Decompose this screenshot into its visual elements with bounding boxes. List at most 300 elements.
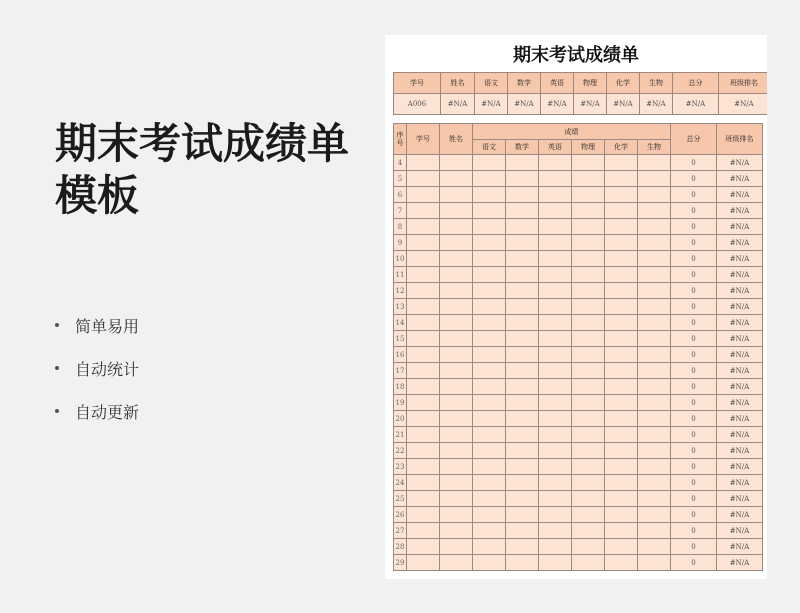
empty-cell bbox=[539, 187, 572, 203]
empty-cell bbox=[440, 283, 473, 299]
row-number: 9 bbox=[394, 235, 407, 251]
empty-cell bbox=[407, 267, 440, 283]
total-cell: 0 bbox=[671, 347, 717, 363]
empty-cell bbox=[473, 427, 506, 443]
empty-cell bbox=[407, 363, 440, 379]
empty-cell bbox=[440, 443, 473, 459]
empty-cell bbox=[605, 283, 638, 299]
summary-header-cell: 总分 bbox=[673, 73, 719, 94]
summary-header-cell: 化学 bbox=[607, 73, 640, 94]
empty-cell bbox=[407, 539, 440, 555]
empty-cell bbox=[539, 443, 572, 459]
feature-label: 简单易用 bbox=[75, 316, 140, 336]
table-row bbox=[394, 427, 763, 443]
empty-cell bbox=[605, 363, 638, 379]
empty-cell bbox=[539, 283, 572, 299]
empty-cell bbox=[473, 267, 506, 283]
empty-cell bbox=[572, 299, 605, 315]
empty-cell bbox=[539, 523, 572, 539]
empty-cell bbox=[605, 555, 638, 571]
empty-cell bbox=[473, 347, 506, 363]
empty-cell bbox=[605, 395, 638, 411]
empty-cell bbox=[506, 395, 539, 411]
empty-cell bbox=[440, 315, 473, 331]
empty-cell bbox=[638, 203, 671, 219]
table-row bbox=[394, 283, 763, 299]
empty-cell bbox=[407, 523, 440, 539]
empty-cell bbox=[407, 347, 440, 363]
empty-cell bbox=[473, 155, 506, 171]
empty-cell bbox=[407, 331, 440, 347]
feature-label: 自动更新 bbox=[75, 402, 140, 422]
empty-cell bbox=[473, 235, 506, 251]
total-cell: 0 bbox=[671, 443, 717, 459]
empty-cell bbox=[506, 251, 539, 267]
empty-cell bbox=[539, 347, 572, 363]
empty-cell bbox=[473, 395, 506, 411]
subject-header: 生物 bbox=[638, 140, 671, 155]
table-row bbox=[394, 491, 763, 507]
empty-cell bbox=[407, 315, 440, 331]
empty-cell bbox=[638, 491, 671, 507]
empty-cell bbox=[407, 299, 440, 315]
rank-cell: #N/A bbox=[717, 363, 763, 379]
summary-value-cell: A006 bbox=[394, 94, 441, 115]
row-number: 17 bbox=[394, 363, 407, 379]
subject-header: 化学 bbox=[605, 140, 638, 155]
empty-cell bbox=[638, 235, 671, 251]
total-cell: 0 bbox=[671, 491, 717, 507]
table-row bbox=[394, 219, 763, 235]
empty-cell bbox=[473, 411, 506, 427]
empty-cell bbox=[506, 331, 539, 347]
empty-cell bbox=[506, 283, 539, 299]
empty-cell bbox=[506, 267, 539, 283]
empty-cell bbox=[506, 155, 539, 171]
row-number: 22 bbox=[394, 443, 407, 459]
empty-cell bbox=[638, 427, 671, 443]
subject-header: 数学 bbox=[506, 140, 539, 155]
empty-cell bbox=[440, 539, 473, 555]
empty-cell bbox=[506, 475, 539, 491]
feature-item bbox=[55, 314, 139, 336]
empty-cell bbox=[440, 379, 473, 395]
empty-cell bbox=[572, 235, 605, 251]
empty-cell bbox=[539, 379, 572, 395]
total-cell: 0 bbox=[671, 363, 717, 379]
id-header: 学号 bbox=[407, 124, 440, 155]
empty-cell bbox=[506, 555, 539, 571]
empty-cell bbox=[506, 507, 539, 523]
empty-cell bbox=[473, 507, 506, 523]
empty-cell bbox=[572, 155, 605, 171]
feature-label: 自动统计 bbox=[75, 359, 140, 379]
empty-cell bbox=[473, 219, 506, 235]
empty-cell bbox=[473, 331, 506, 347]
total-cell: 0 bbox=[671, 267, 717, 283]
rank-cell: #N/A bbox=[717, 283, 763, 299]
empty-cell bbox=[638, 315, 671, 331]
empty-cell bbox=[440, 299, 473, 315]
table-row bbox=[394, 315, 763, 331]
empty-cell bbox=[539, 219, 572, 235]
feature-item bbox=[55, 357, 139, 379]
row-number: 26 bbox=[394, 507, 407, 523]
total-cell: 0 bbox=[671, 299, 717, 315]
empty-cell bbox=[473, 363, 506, 379]
empty-cell bbox=[638, 171, 671, 187]
summary-value-cell: #N/A bbox=[508, 94, 541, 115]
empty-cell bbox=[407, 411, 440, 427]
row-number: 21 bbox=[394, 427, 407, 443]
empty-cell bbox=[539, 251, 572, 267]
total-cell: 0 bbox=[671, 155, 717, 171]
empty-cell bbox=[572, 331, 605, 347]
row-number: 15 bbox=[394, 331, 407, 347]
summary-header-cell: 数学 bbox=[508, 73, 541, 94]
row-number: 6 bbox=[394, 187, 407, 203]
table-row bbox=[394, 347, 763, 363]
empty-cell bbox=[539, 155, 572, 171]
summary-value-cell: #N/A bbox=[574, 94, 607, 115]
empty-cell bbox=[605, 427, 638, 443]
row-number: 10 bbox=[394, 251, 407, 267]
rank-cell: #N/A bbox=[717, 411, 763, 427]
empty-cell bbox=[638, 475, 671, 491]
empty-cell bbox=[473, 555, 506, 571]
empty-cell bbox=[440, 203, 473, 219]
empty-cell bbox=[473, 315, 506, 331]
empty-cell bbox=[506, 187, 539, 203]
empty-cell bbox=[407, 219, 440, 235]
empty-cell bbox=[506, 347, 539, 363]
empty-cell bbox=[506, 363, 539, 379]
table-row bbox=[394, 507, 763, 523]
empty-cell bbox=[605, 187, 638, 203]
empty-cell bbox=[605, 267, 638, 283]
table-row bbox=[394, 299, 763, 315]
empty-cell bbox=[638, 251, 671, 267]
empty-cell bbox=[407, 475, 440, 491]
seq-header: 序号 bbox=[394, 124, 407, 155]
spreadsheet-preview bbox=[385, 35, 767, 579]
rank-cell: #N/A bbox=[717, 331, 763, 347]
empty-cell bbox=[440, 507, 473, 523]
empty-cell bbox=[440, 187, 473, 203]
empty-cell bbox=[572, 459, 605, 475]
empty-cell bbox=[473, 283, 506, 299]
empty-cell bbox=[638, 459, 671, 475]
rank-cell: #N/A bbox=[717, 171, 763, 187]
bullet-icon bbox=[55, 323, 59, 327]
empty-cell bbox=[605, 475, 638, 491]
empty-cell bbox=[440, 475, 473, 491]
empty-cell bbox=[539, 427, 572, 443]
empty-cell bbox=[605, 203, 638, 219]
summary-value-cell: #N/A bbox=[673, 94, 719, 115]
empty-cell bbox=[506, 411, 539, 427]
empty-cell bbox=[506, 235, 539, 251]
empty-cell bbox=[506, 315, 539, 331]
total-cell: 0 bbox=[671, 315, 717, 331]
row-number: 11 bbox=[394, 267, 407, 283]
empty-cell bbox=[638, 555, 671, 571]
empty-cell bbox=[440, 411, 473, 427]
empty-cell bbox=[407, 555, 440, 571]
summary-value-cell: #N/A bbox=[719, 94, 768, 115]
empty-cell bbox=[440, 555, 473, 571]
empty-cell bbox=[605, 539, 638, 555]
empty-cell bbox=[539, 331, 572, 347]
hero-title: 期末考试成绩单模板 bbox=[55, 119, 350, 220]
summary-value-cell: #N/A bbox=[640, 94, 673, 115]
empty-cell bbox=[506, 539, 539, 555]
row-number: 12 bbox=[394, 283, 407, 299]
rank-cell: #N/A bbox=[717, 203, 763, 219]
rank-cell: #N/A bbox=[717, 507, 763, 523]
empty-cell bbox=[638, 411, 671, 427]
empty-cell bbox=[539, 203, 572, 219]
empty-cell bbox=[506, 171, 539, 187]
row-number: 14 bbox=[394, 315, 407, 331]
total-cell: 0 bbox=[671, 555, 717, 571]
empty-cell bbox=[473, 443, 506, 459]
table-row bbox=[394, 267, 763, 283]
rank-cell: #N/A bbox=[717, 299, 763, 315]
empty-cell bbox=[605, 443, 638, 459]
rank-cell: #N/A bbox=[717, 555, 763, 571]
table-row bbox=[394, 539, 763, 555]
table-row bbox=[394, 443, 763, 459]
total-cell: 0 bbox=[671, 219, 717, 235]
row-number: 24 bbox=[394, 475, 407, 491]
empty-cell bbox=[572, 443, 605, 459]
row-number: 18 bbox=[394, 379, 407, 395]
rank-cell: #N/A bbox=[717, 395, 763, 411]
total-cell: 0 bbox=[671, 251, 717, 267]
summary-header-cell: 姓名 bbox=[441, 73, 475, 94]
empty-cell bbox=[638, 187, 671, 203]
empty-cell bbox=[572, 491, 605, 507]
empty-cell bbox=[572, 267, 605, 283]
total-cell: 0 bbox=[671, 459, 717, 475]
empty-cell bbox=[506, 219, 539, 235]
empty-cell bbox=[407, 395, 440, 411]
table-row bbox=[394, 203, 763, 219]
table-row bbox=[394, 459, 763, 475]
rank-cell: #N/A bbox=[717, 187, 763, 203]
table-row bbox=[394, 171, 763, 187]
total-cell: 0 bbox=[671, 395, 717, 411]
total-cell: 0 bbox=[671, 379, 717, 395]
total-cell: 0 bbox=[671, 411, 717, 427]
empty-cell bbox=[638, 219, 671, 235]
empty-cell bbox=[638, 155, 671, 171]
empty-cell bbox=[605, 411, 638, 427]
empty-cell bbox=[605, 155, 638, 171]
empty-cell bbox=[473, 251, 506, 267]
row-number: 8 bbox=[394, 219, 407, 235]
total-cell: 0 bbox=[671, 235, 717, 251]
empty-cell bbox=[605, 379, 638, 395]
table-row bbox=[394, 331, 763, 347]
table-row bbox=[394, 251, 763, 267]
empty-cell bbox=[539, 539, 572, 555]
rank-cell: #N/A bbox=[717, 267, 763, 283]
summary-header-cell: 英语 bbox=[541, 73, 574, 94]
summary-header-cell: 学号 bbox=[394, 73, 441, 94]
empty-cell bbox=[440, 491, 473, 507]
summary-value-cell: #N/A bbox=[541, 94, 574, 115]
empty-cell bbox=[506, 491, 539, 507]
rank-cell: #N/A bbox=[717, 523, 763, 539]
empty-cell bbox=[506, 523, 539, 539]
empty-cell bbox=[539, 491, 572, 507]
summary-header-cell: 班级排名 bbox=[719, 73, 768, 94]
empty-cell bbox=[407, 171, 440, 187]
empty-cell bbox=[539, 395, 572, 411]
empty-cell bbox=[572, 395, 605, 411]
summary-table bbox=[393, 72, 767, 115]
subject-header: 物理 bbox=[572, 140, 605, 155]
table-row bbox=[394, 395, 763, 411]
empty-cell bbox=[638, 363, 671, 379]
total-cell: 0 bbox=[671, 475, 717, 491]
empty-cell bbox=[572, 347, 605, 363]
summary-value-cell: #N/A bbox=[607, 94, 640, 115]
rank-header: 班级排名 bbox=[717, 124, 763, 155]
empty-cell bbox=[440, 395, 473, 411]
empty-cell bbox=[539, 235, 572, 251]
empty-cell bbox=[539, 555, 572, 571]
empty-cell bbox=[572, 507, 605, 523]
empty-cell bbox=[407, 155, 440, 171]
rank-cell: #N/A bbox=[717, 427, 763, 443]
empty-cell bbox=[539, 459, 572, 475]
empty-cell bbox=[638, 443, 671, 459]
empty-cell bbox=[605, 459, 638, 475]
empty-cell bbox=[407, 459, 440, 475]
empty-cell bbox=[605, 251, 638, 267]
empty-cell bbox=[440, 251, 473, 267]
empty-cell bbox=[638, 395, 671, 411]
empty-cell bbox=[572, 315, 605, 331]
rank-cell: #N/A bbox=[717, 347, 763, 363]
empty-cell bbox=[506, 379, 539, 395]
rank-cell: #N/A bbox=[717, 443, 763, 459]
empty-cell bbox=[572, 555, 605, 571]
empty-cell bbox=[539, 299, 572, 315]
total-cell: 0 bbox=[671, 283, 717, 299]
empty-cell bbox=[473, 523, 506, 539]
empty-cell bbox=[473, 475, 506, 491]
empty-cell bbox=[440, 523, 473, 539]
feature-item bbox=[55, 400, 139, 422]
empty-cell bbox=[605, 315, 638, 331]
total-cell: 0 bbox=[671, 539, 717, 555]
empty-cell bbox=[473, 203, 506, 219]
summary-header-cell: 生物 bbox=[640, 73, 673, 94]
empty-cell bbox=[638, 539, 671, 555]
empty-cell bbox=[572, 283, 605, 299]
empty-cell bbox=[539, 475, 572, 491]
subject-header: 英语 bbox=[539, 140, 572, 155]
rank-cell: #N/A bbox=[717, 475, 763, 491]
table-row bbox=[394, 235, 763, 251]
empty-cell bbox=[605, 299, 638, 315]
scores-group-header: 成绩 bbox=[473, 124, 671, 140]
empty-cell bbox=[572, 203, 605, 219]
rank-cell: #N/A bbox=[717, 219, 763, 235]
empty-cell bbox=[473, 379, 506, 395]
rank-cell: #N/A bbox=[717, 491, 763, 507]
empty-cell bbox=[572, 427, 605, 443]
empty-cell bbox=[572, 379, 605, 395]
empty-cell bbox=[605, 507, 638, 523]
row-number: 28 bbox=[394, 539, 407, 555]
total-cell: 0 bbox=[671, 331, 717, 347]
empty-cell bbox=[440, 155, 473, 171]
empty-cell bbox=[473, 539, 506, 555]
empty-cell bbox=[572, 523, 605, 539]
empty-cell bbox=[506, 443, 539, 459]
empty-cell bbox=[638, 331, 671, 347]
empty-cell bbox=[440, 427, 473, 443]
empty-cell bbox=[506, 427, 539, 443]
empty-cell bbox=[440, 235, 473, 251]
empty-cell bbox=[539, 267, 572, 283]
empty-cell bbox=[605, 331, 638, 347]
scores-table bbox=[393, 123, 763, 571]
feature-list bbox=[55, 314, 139, 443]
table-row bbox=[394, 187, 763, 203]
row-number: 23 bbox=[394, 459, 407, 475]
empty-cell bbox=[440, 459, 473, 475]
table-row bbox=[394, 411, 763, 427]
empty-cell bbox=[572, 219, 605, 235]
empty-cell bbox=[473, 171, 506, 187]
table-row bbox=[394, 155, 763, 171]
table-row bbox=[394, 379, 763, 395]
row-number: 7 bbox=[394, 203, 407, 219]
rank-cell: #N/A bbox=[717, 155, 763, 171]
empty-cell bbox=[605, 219, 638, 235]
empty-cell bbox=[638, 283, 671, 299]
row-number: 29 bbox=[394, 555, 407, 571]
subject-header: 语文 bbox=[473, 140, 506, 155]
empty-cell bbox=[605, 347, 638, 363]
empty-cell bbox=[407, 379, 440, 395]
empty-cell bbox=[473, 299, 506, 315]
empty-cell bbox=[638, 379, 671, 395]
row-number: 13 bbox=[394, 299, 407, 315]
empty-cell bbox=[572, 251, 605, 267]
rank-cell: #N/A bbox=[717, 459, 763, 475]
empty-cell bbox=[539, 315, 572, 331]
total-cell: 0 bbox=[671, 507, 717, 523]
bullet-icon bbox=[55, 366, 59, 370]
empty-cell bbox=[572, 187, 605, 203]
total-cell: 0 bbox=[671, 171, 717, 187]
empty-cell bbox=[638, 347, 671, 363]
empty-cell bbox=[407, 507, 440, 523]
empty-cell bbox=[572, 411, 605, 427]
empty-cell bbox=[605, 523, 638, 539]
table-row bbox=[394, 523, 763, 539]
rank-cell: #N/A bbox=[717, 235, 763, 251]
empty-cell bbox=[572, 363, 605, 379]
empty-cell bbox=[407, 235, 440, 251]
